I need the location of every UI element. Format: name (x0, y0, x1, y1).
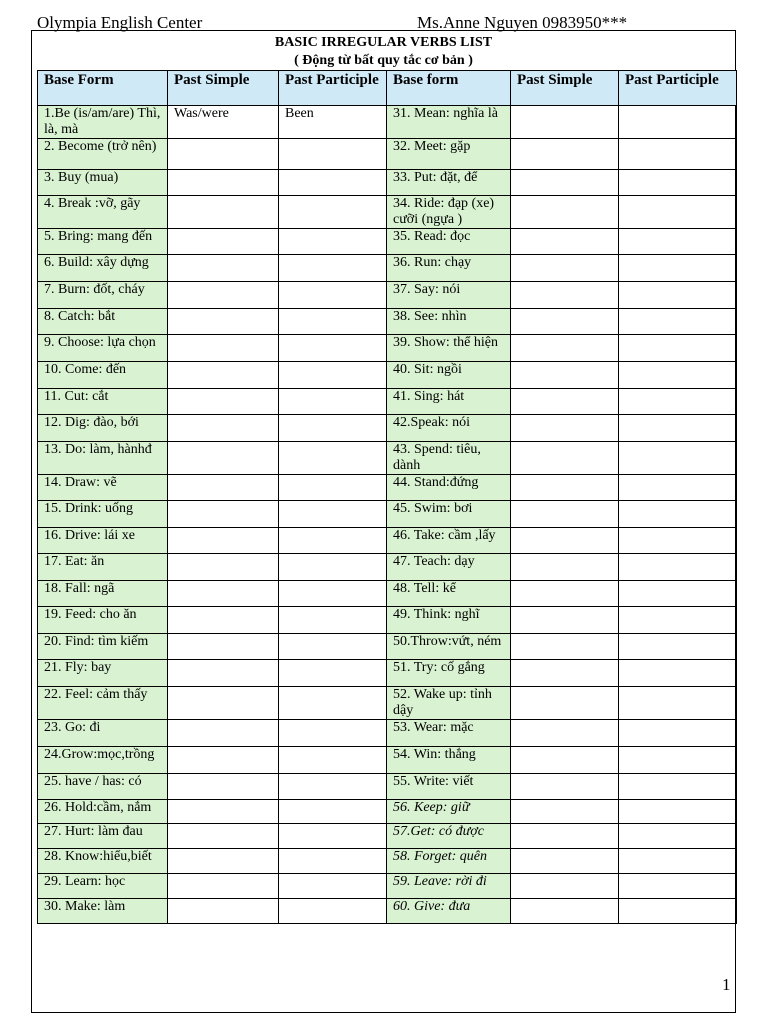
base-form-cell: 17. Eat: ăn (38, 554, 168, 581)
table-row (38, 442, 737, 475)
past-participle-cell (619, 687, 737, 720)
table-row (38, 660, 737, 687)
past-participle-cell (279, 389, 387, 415)
past-simple-cell (168, 389, 279, 415)
table-row (38, 634, 737, 660)
past-simple-cell (511, 362, 619, 389)
base-form-cell: 41. Sing: hát (387, 389, 511, 415)
past-simple-cell (168, 335, 279, 362)
column-header-past-participle-2: Past Participle (619, 71, 737, 106)
table-row (38, 170, 737, 196)
past-participle-cell (279, 196, 387, 229)
past-participle-cell (279, 229, 387, 255)
past-simple-cell (511, 475, 619, 501)
past-simple-cell (511, 660, 619, 687)
past-participle-cell (619, 607, 737, 634)
table-row (38, 309, 737, 335)
past-participle-cell (279, 660, 387, 687)
base-form-cell: 34. Ride: đạp (xe) cưỡi (ngựa ) (387, 196, 511, 229)
past-simple-cell (168, 774, 279, 800)
past-simple-cell (168, 309, 279, 335)
past-simple-cell (511, 824, 619, 849)
past-participle-cell (279, 255, 387, 282)
base-form-cell: 43. Spend: tiêu, dành (387, 442, 511, 475)
table-row (38, 687, 737, 720)
past-simple-cell (168, 196, 279, 229)
past-participle-cell (619, 139, 737, 170)
past-participle-cell (279, 634, 387, 660)
page-number: 1 (722, 975, 731, 994)
past-simple-cell (511, 501, 619, 528)
past-simple-cell (168, 607, 279, 634)
base-form-cell: 22. Feel: cảm thấy (38, 687, 168, 720)
base-form-cell: 10. Come: đến (38, 362, 168, 389)
past-simple-cell (511, 255, 619, 282)
past-participle-cell (279, 282, 387, 309)
base-form-cell: 15. Drink: uống (38, 501, 168, 528)
past-participle-cell (619, 501, 737, 528)
past-participle-cell (279, 170, 387, 196)
past-simple-cell (511, 687, 619, 720)
past-simple-cell (511, 607, 619, 634)
table-row (38, 554, 737, 581)
base-form-cell: 57.Get: có được (387, 824, 511, 849)
past-participle-cell (619, 309, 737, 335)
past-simple-cell (511, 139, 619, 170)
past-participle-cell (619, 335, 737, 362)
base-form-cell: 23. Go: đi (38, 720, 168, 747)
past-simple-cell (168, 528, 279, 554)
base-form-cell: 52. Wake up: tỉnh dậy (387, 687, 511, 720)
past-participle-cell (279, 800, 387, 824)
irregular-verbs-table (37, 70, 737, 924)
table-row (38, 282, 737, 309)
past-simple-cell (168, 720, 279, 747)
column-header-base-form: Base Form (38, 71, 168, 106)
column-header-past-simple: Past Simple (168, 71, 279, 106)
table-row (38, 747, 737, 774)
table-row (38, 581, 737, 607)
past-participle-cell (619, 554, 737, 581)
past-simple-cell (168, 362, 279, 389)
table-row (38, 106, 737, 139)
base-form-cell: 14. Draw: vẽ (38, 475, 168, 501)
past-participle-cell (279, 139, 387, 170)
base-form-cell: 30. Make: làm (38, 899, 168, 924)
past-participle-cell (279, 824, 387, 849)
base-form-cell: 25. have / has: có (38, 774, 168, 800)
table-row (38, 849, 737, 874)
past-simple-cell (511, 774, 619, 800)
base-form-cell: 38. See: nhìn (387, 309, 511, 335)
base-form-cell: 29. Learn: học (38, 874, 168, 899)
base-form-cell: 13. Do: làm, hànhđ (38, 442, 168, 475)
past-simple-cell (168, 170, 279, 196)
past-simple-cell (511, 196, 619, 229)
past-simple-cell (511, 170, 619, 196)
header-center-name: Olympia English Center (37, 13, 203, 32)
base-form-cell: 20. Find: tìm kiếm (38, 634, 168, 660)
base-form-cell: 42.Speak: nói (387, 415, 511, 442)
past-simple-cell (168, 229, 279, 255)
column-header-base-form-2: Base form (387, 71, 511, 106)
past-simple-cell (168, 800, 279, 824)
base-form-cell: 3. Buy (mua) (38, 170, 168, 196)
past-simple-cell (168, 634, 279, 660)
past-participle-cell (619, 282, 737, 309)
base-form-cell: 24.Grow:mọc,trồng (38, 747, 168, 774)
past-participle-cell (279, 687, 387, 720)
base-form-cell: 46. Take: cầm ,lấy (387, 528, 511, 554)
title-line-2: ( Động từ bất quy tắc cơ bản ) (294, 53, 473, 68)
column-header-past-simple-2: Past Simple (511, 71, 619, 106)
past-simple-cell (168, 747, 279, 774)
base-form-cell: 49. Think: nghĩ (387, 607, 511, 634)
table-header-row (38, 71, 737, 106)
base-form-cell: 54. Win: thắng (387, 747, 511, 774)
table-row (38, 389, 737, 415)
table-row (38, 196, 737, 229)
past-participle-cell (619, 824, 737, 849)
past-simple-cell (511, 528, 619, 554)
past-simple-cell (511, 106, 619, 139)
base-form-cell: 8. Catch: bắt (38, 309, 168, 335)
base-form-cell: 53. Wear: mặc (387, 720, 511, 747)
past-participle-cell (619, 660, 737, 687)
base-form-cell: 37. Say: nói (387, 282, 511, 309)
table-row (38, 475, 737, 501)
base-form-cell: 5. Bring: mang đến (38, 229, 168, 255)
base-form-cell: 48. Tell: kể (387, 581, 511, 607)
past-participle-cell (279, 335, 387, 362)
table-row (38, 800, 737, 824)
base-form-cell: 2. Become (trở nên) (38, 139, 168, 170)
base-form-cell: 4. Break :vỡ, gãy (38, 196, 168, 229)
base-form-cell: 44. Stand:đứng (387, 475, 511, 501)
base-form-cell: 36. Run: chạy (387, 255, 511, 282)
base-form-cell: 33. Put: đặt, để (387, 170, 511, 196)
base-form-cell: 32. Meet: gặp (387, 139, 511, 170)
past-participle-cell (619, 720, 737, 747)
base-form-cell: 21. Fly: bay (38, 660, 168, 687)
past-simple-cell (511, 581, 619, 607)
base-form-cell: 28. Know:hiểu,biết (38, 849, 168, 874)
past-participle-cell (619, 800, 737, 824)
base-form-cell: 59. Leave: rời đi (387, 874, 511, 899)
past-participle-cell (279, 581, 387, 607)
base-form-cell: 16. Drive: lái xe (38, 528, 168, 554)
past-participle-cell (619, 747, 737, 774)
past-simple-cell (511, 415, 619, 442)
past-participle-cell (619, 874, 737, 899)
table-row (38, 899, 737, 924)
past-simple-cell (168, 139, 279, 170)
base-form-cell: 31. Mean: nghĩa là (387, 106, 511, 139)
past-simple-cell (168, 475, 279, 501)
past-simple-cell (511, 389, 619, 415)
past-simple-cell (511, 849, 619, 874)
past-participle-cell (619, 581, 737, 607)
table-row (38, 362, 737, 389)
table-row (38, 335, 737, 362)
past-participle-cell (619, 528, 737, 554)
past-simple-cell (168, 442, 279, 475)
past-participle-cell (619, 389, 737, 415)
past-participle-cell (279, 899, 387, 924)
past-participle-cell (619, 634, 737, 660)
past-participle-cell (279, 442, 387, 475)
past-participle-cell (619, 229, 737, 255)
past-participle-cell (279, 554, 387, 581)
past-participle-cell (279, 607, 387, 634)
past-simple-cell (511, 442, 619, 475)
past-participle-cell (279, 774, 387, 800)
base-form-cell: 45. Swim: bơi (387, 501, 511, 528)
past-simple-cell (511, 229, 619, 255)
base-form-cell: 12. Dig: đào, bới (38, 415, 168, 442)
past-participle-cell (619, 899, 737, 924)
base-form-cell: 26. Hold:cầm, nắm (38, 800, 168, 824)
past-participle-cell (279, 475, 387, 501)
past-simple-cell (168, 554, 279, 581)
past-simple-cell (168, 824, 279, 849)
base-form-cell: 56. Keep: giữ (387, 800, 511, 824)
past-participle-cell (619, 170, 737, 196)
past-participle-cell (619, 442, 737, 475)
table-row (38, 720, 737, 747)
past-participle-cell (279, 528, 387, 554)
table-row (38, 607, 737, 634)
base-form-cell: 47. Teach: dạy (387, 554, 511, 581)
past-participle-cell (619, 475, 737, 501)
past-simple-cell (511, 634, 619, 660)
table-row (38, 139, 737, 170)
base-form-cell: 40. Sit: ngồi (387, 362, 511, 389)
base-form-cell: 18. Fall: ngã (38, 581, 168, 607)
base-form-cell: 1.Be (is/am/are) Thì, là, mà (38, 106, 168, 139)
past-simple-cell (168, 501, 279, 528)
base-form-cell: 55. Write: viết (387, 774, 511, 800)
past-simple-cell (511, 282, 619, 309)
past-participle-cell (279, 720, 387, 747)
base-form-cell: 60. Give: đưa (387, 899, 511, 924)
past-simple-cell (168, 415, 279, 442)
past-participle-cell (619, 774, 737, 800)
table-row (38, 415, 737, 442)
past-participle-cell: Been (279, 106, 387, 139)
past-simple-cell (511, 720, 619, 747)
table-row (38, 824, 737, 849)
past-participle-cell (619, 415, 737, 442)
past-participle-cell (619, 849, 737, 874)
past-participle-cell (279, 415, 387, 442)
title-line-1: BASIC IRREGULAR VERBS LIST (274, 35, 493, 50)
base-form-cell: 58. Forget: quên (387, 849, 511, 874)
past-participle-cell (279, 309, 387, 335)
table-row (38, 528, 737, 554)
past-simple-cell (168, 687, 279, 720)
base-form-cell: 27. Hurt: làm đau (38, 824, 168, 849)
base-form-cell: 9. Choose: lựa chọn (38, 335, 168, 362)
past-participle-cell (619, 196, 737, 229)
base-form-cell: 7. Burn: đốt, cháy (38, 282, 168, 309)
table-row (38, 229, 737, 255)
past-participle-cell (279, 501, 387, 528)
base-form-cell: 6. Build: xây dựng (38, 255, 168, 282)
document-title (31, 34, 736, 70)
base-form-cell: 50.Throw:vứt, ném (387, 634, 511, 660)
past-simple-cell (511, 899, 619, 924)
table-row (38, 774, 737, 800)
header-teacher-contact: Ms.Anne Nguyen 0983950*** (417, 13, 628, 32)
past-simple-cell (168, 282, 279, 309)
table-row (38, 501, 737, 528)
past-participle-cell (619, 362, 737, 389)
past-simple-cell (511, 309, 619, 335)
past-simple-cell (168, 660, 279, 687)
past-participle-cell (619, 255, 737, 282)
past-simple-cell (511, 874, 619, 899)
base-form-cell: 19. Feed: cho ăn (38, 607, 168, 634)
past-simple-cell: Was/were (168, 106, 279, 139)
past-simple-cell (168, 849, 279, 874)
past-simple-cell (168, 874, 279, 899)
past-simple-cell (511, 554, 619, 581)
past-simple-cell (511, 800, 619, 824)
past-simple-cell (168, 255, 279, 282)
base-form-cell: 39. Show: thể hiện (387, 335, 511, 362)
column-header-past-participle: Past Participle (279, 71, 387, 106)
past-simple-cell (168, 899, 279, 924)
table-row (38, 255, 737, 282)
past-simple-cell (511, 335, 619, 362)
past-simple-cell (168, 581, 279, 607)
base-form-cell: 35. Read: đọc (387, 229, 511, 255)
base-form-cell: 51. Try: cố gắng (387, 660, 511, 687)
past-participle-cell (619, 106, 737, 139)
base-form-cell: 11. Cut: cắt (38, 389, 168, 415)
past-participle-cell (279, 849, 387, 874)
past-participle-cell (279, 362, 387, 389)
past-simple-cell (511, 747, 619, 774)
table-row (38, 874, 737, 899)
past-participle-cell (279, 747, 387, 774)
past-participle-cell (279, 874, 387, 899)
